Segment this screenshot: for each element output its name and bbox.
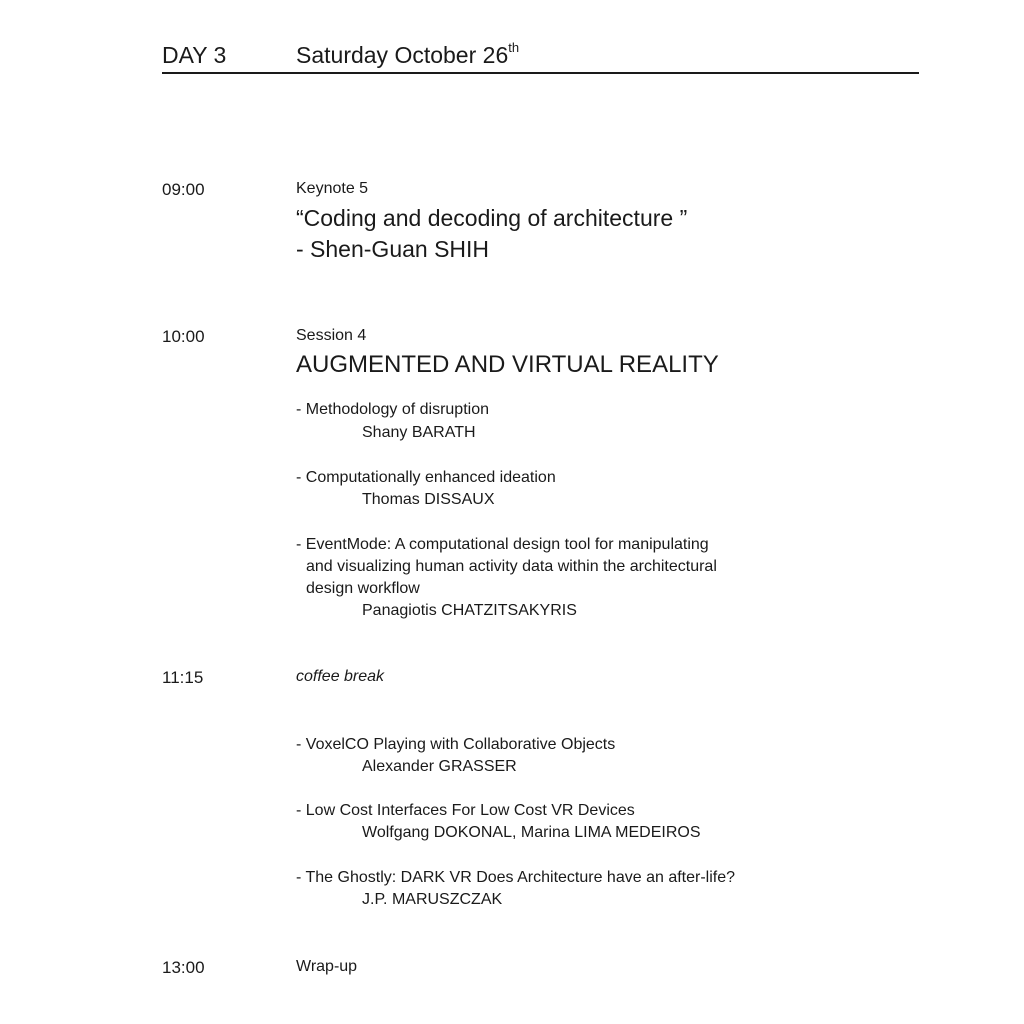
talk-author: Wolfgang DOKONAL, Marina LIMA MEDEIROS: [362, 824, 701, 841]
keynote-label: Keynote 5: [296, 180, 369, 197]
talk-author: Thomas DISSAUX: [362, 491, 495, 508]
talk-title-continued: and visualizing human activity data within the architectural: [306, 558, 717, 575]
day-label: DAY 3: [162, 42, 227, 68]
talk-author: Panagiotis CHATZITSAKYRIS: [362, 602, 577, 619]
talk-author: J.P. MARUSZCZAK: [362, 891, 503, 908]
talk-title: - The Ghostly: DARK VR Does Architecture have an after-life?: [296, 869, 736, 886]
talk-author: Shany BARATH: [362, 424, 476, 441]
session-time: 10:00: [162, 327, 205, 346]
break-label: coffee break: [296, 668, 385, 685]
day-date-suffix: th: [508, 40, 520, 55]
keynote-speaker: - Shen-Guan SHIH: [296, 236, 490, 262]
talk-author: Alexander GRASSER: [362, 758, 517, 775]
wrapup-time: 13:00: [162, 958, 205, 977]
talk-title: - Methodology of disruption: [296, 401, 489, 418]
day-date: [296, 42, 519, 69]
talk-title: - Computationally enhanced ideation: [296, 469, 556, 486]
wrapup-label: Wrap-up: [296, 958, 358, 975]
keynote-time: 09:00: [162, 180, 205, 199]
day-header: [162, 40, 919, 74]
break-time: 11:15: [162, 668, 204, 687]
session-title: AUGMENTED AND VIRTUAL REALITY: [296, 351, 719, 378]
talk-title: - Low Cost Interfaces For Low Cost VR Devices: [296, 802, 635, 819]
session-label: Session 4: [296, 327, 367, 344]
talk-title: - VoxelCO Playing with Collaborative Objects: [296, 736, 616, 753]
talk-title-continued: design workflow: [306, 580, 420, 597]
keynote-title: “Coding and decoding of architecture ”: [296, 205, 688, 231]
talk-title: - EventMode: A computational design tool for manipulating: [296, 536, 709, 553]
day-date-text: Saturday October 26: [296, 42, 509, 68]
